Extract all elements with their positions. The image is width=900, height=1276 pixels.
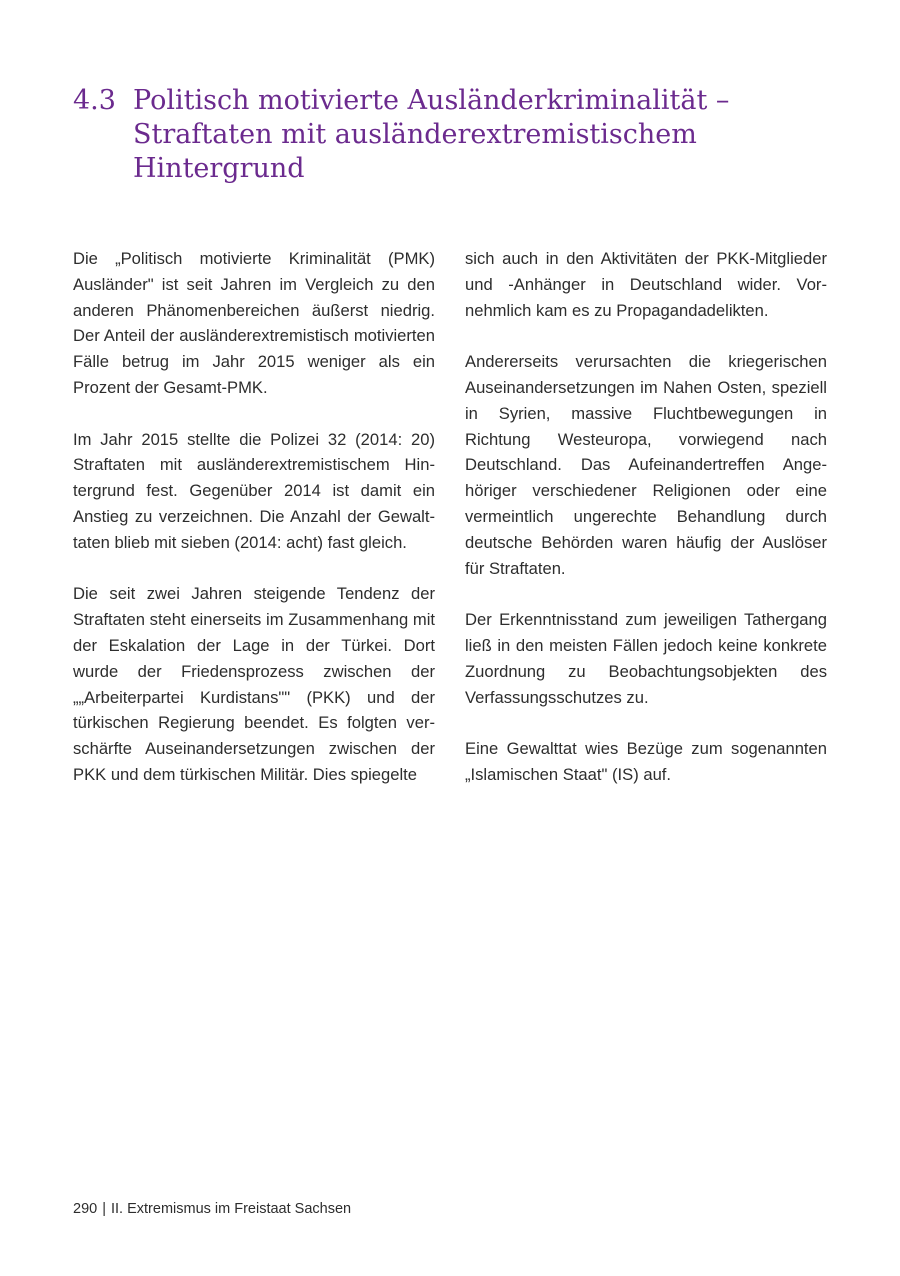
paragraph: Andererseits verursachten die kriegerischen Auseinandersetzungen im Nahen Osten, speziell in Syrien, massive Fluchtbewegungen in Richtung Westeuropa, vorwiegend nach Deutschland. Das Aufeinandertreffen Angehöriger verschiedener Religionen oder eine vermeintlich ungerechte Behandlung durch deutsche Behörden waren häufig der Auslöser für Straftaten. xyxy=(465,352,827,578)
section-number: 4.3 xyxy=(73,85,116,116)
chapter-title: II. Extremismus im Freistaat Sachsen xyxy=(110,1201,352,1217)
section-heading xyxy=(73,84,793,186)
page-number: 290 xyxy=(73,1201,98,1217)
page-footer xyxy=(73,1199,351,1219)
footer-separator: | xyxy=(102,1201,106,1217)
paragraph: Die seit zwei Jahren steigende Tendenz der Straftaten steht einerseits im Zusammenhang mit der Eskalation der Lage in der Türkei. Dort wurde der Friedensprozess zwischen der „„Arbeiterpartei Kurdistans"" (PKK) und der türkischen Regierung beendet. Es folgten verschärfte Auseinandersetzungen zwischen der PKK und dem türkischen Militär. Dies spiegelte xyxy=(73,584,435,784)
section-title: Politisch motivierte Ausländerkriminalität – Straftaten mit ausländerextremistischem Hintergrund xyxy=(133,85,730,184)
paragraph: sich auch in den Aktivitäten der PKK-Mitglieder und -Anhänger in Deutschland wider. Vornehmlich kam es zu Propagandadelikten. xyxy=(465,249,827,320)
paragraph: Eine Gewalttat wies Bezüge zum sogenannten „Islamischen Staat" (IS) auf. xyxy=(465,739,827,784)
paragraph: Im Jahr 2015 stellte die Polizei 32 (2014: 20) Straftaten mit ausländerextremistischem Hintergrund fest. Gegenüber 2014 ist damit ein Anstieg zu verzeichnen. Die Anzahl der Gewalttaten blieb mit sieben (2014: acht) fast gleich. xyxy=(73,429,435,552)
right-column xyxy=(465,246,827,814)
paragraph: Der Erkenntnisstand zum jeweiligen Tathergang ließ in den meisten Fällen jedoch keine konkrete Zuordnung zu Beobachtungsobjekten des Verfassungsschutzes zu. xyxy=(465,610,827,707)
left-column xyxy=(73,246,435,814)
paragraph: Die „Politisch motivierte Kriminalität (PMK) Ausländer" ist seit Jahren im Vergleich zu den anderen Phänomenbereichen äußerst niedrig. Der Anteil der ausländerextremistisch motivierten Fälle betrug im Jahr 2015 weniger als ein Prozent der Gesamt-PMK. xyxy=(73,249,435,397)
